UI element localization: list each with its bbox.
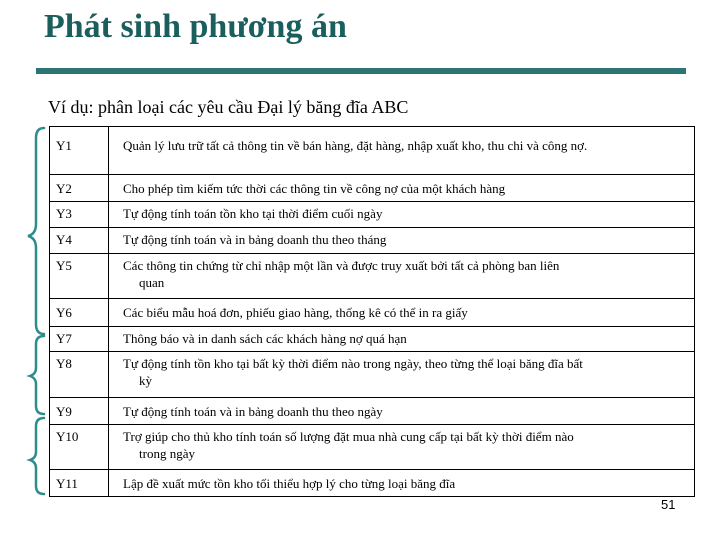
requirement-code: Y1: [50, 127, 109, 175]
table-row: [50, 327, 695, 352]
brace-group-1: [28, 128, 44, 334]
slide-title: Phát sinh phương án: [44, 8, 347, 45]
requirement-text-continued: trong ngày: [139, 446, 195, 461]
brace-group-2: [30, 336, 44, 414]
requirement-text: Lập đề xuất mức tồn kho tối thiểu hợp lý cho từng loại băng đĩa: [123, 476, 456, 491]
requirement-text: Tự động tính toán và in bảng doanh thu theo tháng: [123, 232, 387, 247]
table-row: [50, 352, 695, 398]
requirement-description: [109, 254, 695, 299]
table-row: [50, 175, 695, 202]
table-row: [50, 127, 695, 175]
requirement-text-continued: quan: [139, 275, 165, 290]
requirement-text: Tự động tính toán tồn kho tại thời điểm cuối ngày: [123, 206, 383, 221]
requirement-description: [109, 175, 695, 202]
grouping-braces: [26, 124, 50, 498]
requirement-code: Y8: [50, 352, 109, 398]
requirement-description: [109, 352, 695, 398]
requirement-description: [109, 470, 695, 497]
requirement-description: [109, 127, 695, 175]
requirement-code: Y2: [50, 175, 109, 202]
table-row: [50, 470, 695, 497]
requirement-code: Y5: [50, 254, 109, 299]
requirement-text-continued: kỳ: [139, 373, 152, 388]
requirement-code: Y3: [50, 202, 109, 228]
requirement-description: [109, 327, 695, 352]
requirement-text: Tự động tính tồn kho tại bất kỳ thời điểm nào trong ngày, theo từng thể loại băng đĩa bất: [123, 356, 583, 371]
requirement-code: Y4: [50, 228, 109, 254]
requirement-description: [109, 425, 695, 470]
requirement-text: Quản lý lưu trữ tất cả thông tin về bán hàng, đặt hàng, nhập xuất kho, thu chi và công nợ.: [123, 138, 588, 153]
requirement-text: Cho phép tìm kiếm tức thời các thông tin về công nợ của một khách hàng: [123, 181, 506, 196]
requirement-text: Thông báo và in danh sách các khách hàng nợ quá hạn: [123, 331, 407, 346]
requirement-code: Y10: [50, 425, 109, 470]
title-divider: [36, 68, 686, 74]
requirement-code: Y9: [50, 398, 109, 425]
requirement-code: Y7: [50, 327, 109, 352]
requirement-description: [109, 228, 695, 254]
requirement-description: [109, 202, 695, 228]
table-row: [50, 254, 695, 299]
requirement-description: [109, 299, 695, 327]
requirement-text: Các biểu mẫu hoá đơn, phiếu giao hàng, thống kê có thể in ra giấy: [123, 305, 468, 320]
table-row: [50, 299, 695, 327]
requirements-table: [49, 126, 695, 497]
table-row: [50, 228, 695, 254]
table-row: [50, 202, 695, 228]
requirement-text: Tự động tính toán và in bảng doanh thu theo ngày: [123, 404, 383, 419]
requirement-description: [109, 398, 695, 425]
slide-subtitle: Ví dụ: phân loại các yêu cầu Đại lý băng đĩa ABC: [48, 97, 409, 117]
table-row: [50, 425, 695, 470]
requirement-code: Y6: [50, 299, 109, 327]
page-number: 51: [661, 497, 676, 512]
requirement-text: Các thông tin chứng từ chỉ nhập một lần và được truy xuất bởi tất cả phòng ban liên: [123, 258, 560, 273]
table-row: [50, 398, 695, 425]
requirement-text: Trợ giúp cho thủ kho tính toán số lượng đặt mua nhà cung cấp tại bất kỳ thời điểm nào: [123, 429, 574, 444]
requirement-code: Y11: [50, 470, 109, 497]
brace-group-3: [30, 418, 44, 494]
